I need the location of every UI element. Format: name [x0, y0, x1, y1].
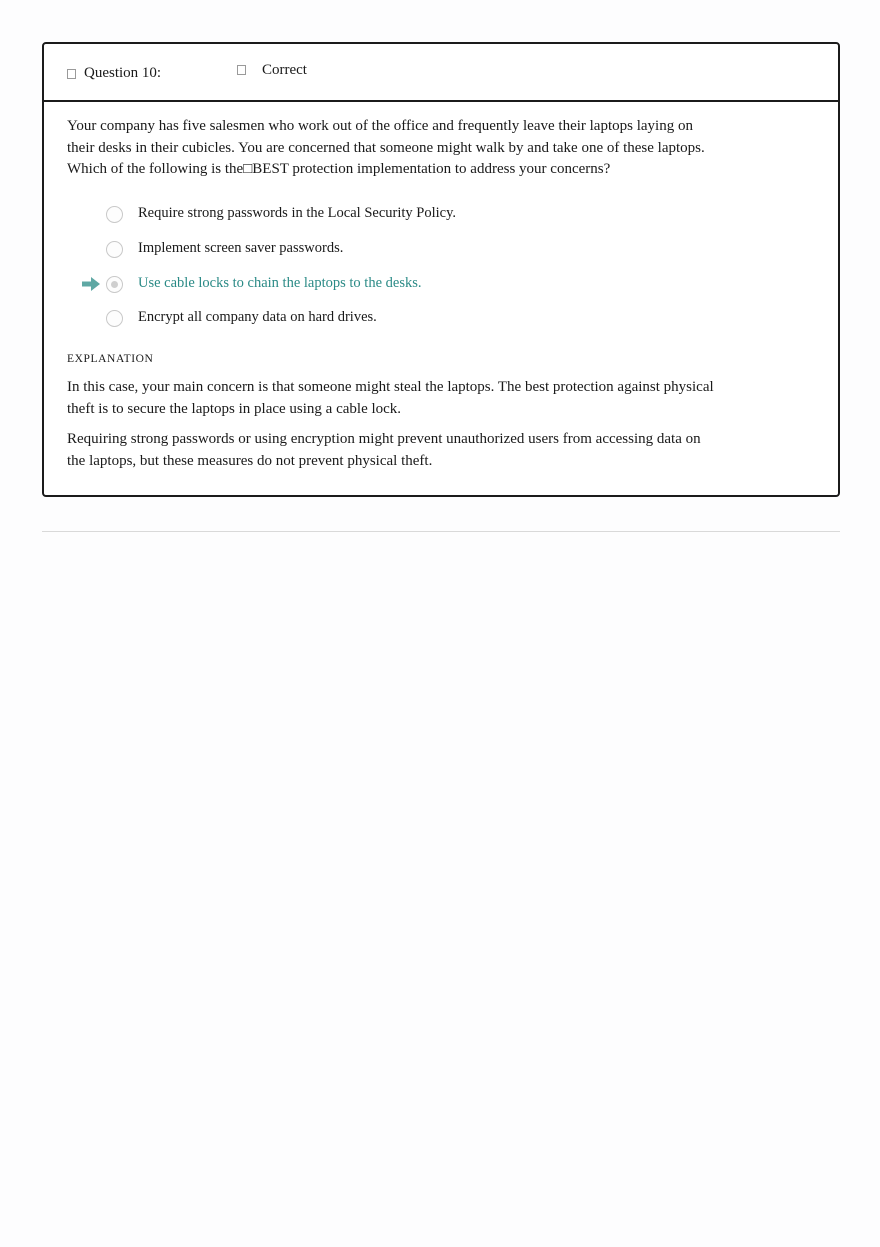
status-label: Correct — [262, 62, 307, 78]
answer-radio-selected[interactable] — [106, 276, 123, 293]
question-text: Your company has five salesmen who work out of the office and frequently leave their laptops laying on their desks in their cubicles. You are concerned that someone might walk by and take one of these laptops. Which of the following is the□BEST protection implementation to address your concerns? — [67, 118, 705, 177]
explanation-paragraph: In this case, your main concern is that someone might steal the laptops. The best protection against physical theft is to secure the laptops in place using a cable lock. — [67, 379, 714, 417]
answer-radio[interactable] — [106, 206, 123, 223]
answer-option-3[interactable] — [44, 274, 838, 300]
explanation-paragraph: Requiring strong passwords or using encryption might prevent unauthorized users from accessing data on the laptops, but these measures do not prevent physical theft. — [67, 431, 701, 469]
status-icon — [237, 65, 246, 75]
question-icon — [67, 69, 76, 79]
answer-radio[interactable] — [106, 241, 123, 258]
section-divider — [42, 531, 840, 532]
question-card — [42, 42, 840, 497]
arrow-right-icon — [82, 277, 100, 291]
explanation-heading: EXPLANATION — [67, 353, 154, 365]
answer-option-1[interactable] — [44, 204, 838, 230]
question-number: Question 10: — [84, 65, 162, 81]
answer-label: Require strong passwords in the Local Security Policy. — [138, 205, 457, 221]
answer-radio[interactable] — [106, 310, 123, 327]
answer-label: Encrypt all company data on hard drives. — [138, 309, 377, 325]
answer-option-2[interactable] — [44, 239, 838, 265]
answer-label: Implement screen saver passwords. — [138, 240, 344, 256]
answer-label-correct: Use cable locks to chain the laptops to the desks. — [138, 275, 422, 291]
question-header — [44, 44, 838, 102]
answer-option-4[interactable] — [44, 308, 838, 334]
